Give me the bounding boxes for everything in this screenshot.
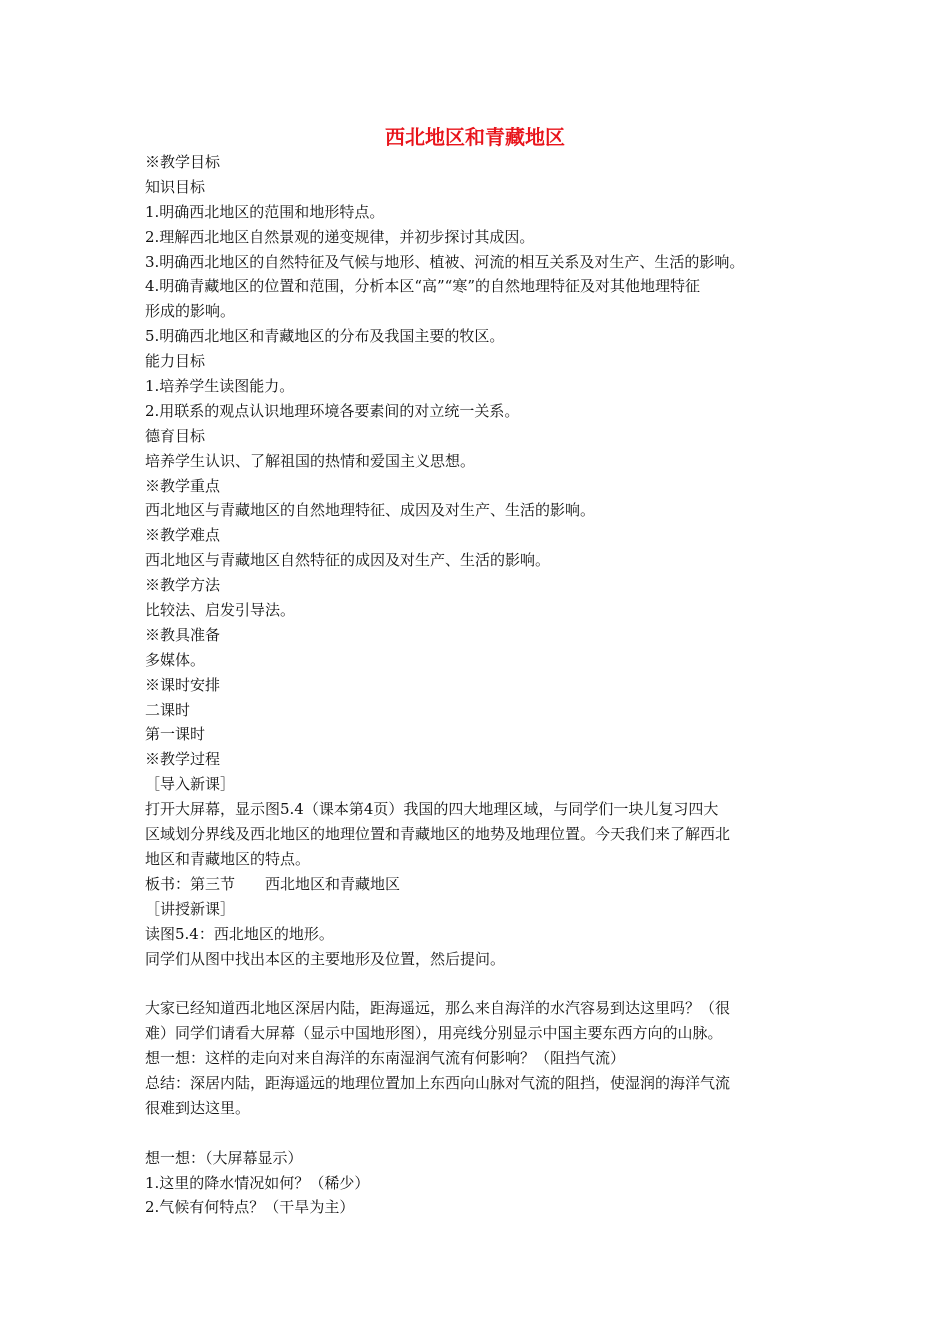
text-line: 2.用联系的观点认识地理环境各要素间的对立统一关系。 xyxy=(145,401,520,420)
text-line: 打开大屏幕，显示图5.4（课本第4页）我国的四大地理区域，与同学们一块儿复习四大 xyxy=(145,800,719,819)
text-line: 地区和青藏地区的特点。 xyxy=(145,849,311,868)
text-line: 二课时 xyxy=(145,700,191,719)
text-line: ※教具准备 xyxy=(145,625,221,644)
text-line: 西北地区与青藏地区的自然地理特征、成因及对生产、生活的影响。 xyxy=(145,501,596,520)
text-line: ※教学难点 xyxy=(145,526,221,545)
text-line: 4.明确青藏地区的位置和范围，分析本区“高”“寒”的自然地理特征及对其他地理特征 xyxy=(145,277,700,296)
text-line: 难）同学们请看大屏幕（显示中国地形图），用亮线分别显示中国主要东西方向的山脉。 xyxy=(145,1024,723,1043)
text-line: ［导入新课］ xyxy=(145,775,236,794)
text-line: 培养学生认识、了解祖国的热情和爱国主义思想。 xyxy=(145,451,476,470)
text-line: 德育目标 xyxy=(145,426,206,445)
blank-line xyxy=(145,971,810,996)
text-line: 比较法、启发引导法。 xyxy=(145,601,296,620)
text-line: 1.培养学生读图能力。 xyxy=(145,377,295,396)
text-line: 板书：第三节 西北地区和青藏地区 xyxy=(145,874,401,893)
text-line: 能力目标 xyxy=(145,352,206,371)
text-line: 很难到达这里。 xyxy=(145,1098,251,1117)
text-line: 想一想：（大屏幕显示） xyxy=(145,1148,303,1167)
text-line: 多媒体。 xyxy=(145,650,206,669)
text-line: 第一课时 xyxy=(145,725,206,744)
text-line: 2.气候有何特点？（干旱为主） xyxy=(145,1198,355,1217)
text-line: 总结：深居内陆，距海遥远的地理位置加上东西向山脉对气流的阻挡，使湿润的海洋气流 xyxy=(145,1073,731,1092)
text-line: 形成的影响。 xyxy=(145,302,236,321)
text-line: ※课时安排 xyxy=(145,675,221,694)
text-line: ※教学过程 xyxy=(145,750,221,769)
document-body xyxy=(145,150,810,1220)
text-line: 区域划分界线及西北地区的地理位置和青藏地区的地势及地理位置。今天我们来了解西北 xyxy=(145,825,731,844)
text-line: 想一想：这样的走向对来自海洋的东南湿润气流有何影响？（阻挡气流） xyxy=(145,1049,626,1068)
text-line: ※教学目标 xyxy=(145,153,221,171)
blank-line xyxy=(145,1121,810,1146)
text-line: 3.明确西北地区的自然特征及气候与地形、植被、河流的相互关系及对生产、生活的影响。 xyxy=(145,252,745,271)
text-line: 5.明确西北地区和青藏地区的分布及我国主要的牧区。 xyxy=(145,327,505,346)
document-title: 西北地区和青藏地区 xyxy=(385,125,565,149)
text-line: ［讲授新课］ xyxy=(145,899,236,918)
text-line: ※教学方法 xyxy=(145,576,221,595)
text-line: 同学们从图中找出本区的主要地形及位置，然后提问。 xyxy=(145,949,506,968)
text-line: 1.这里的降水情况如何？（稀少） xyxy=(145,1173,370,1192)
text-line: 2.理解西北地区自然景观的递变规律，并初步探讨其成因。 xyxy=(145,227,535,246)
text-line: 读图5.4：西北地区的地形。 xyxy=(145,924,334,943)
text-line: 大家已经知道西北地区深居内陆，距海遥远，那么来自海洋的水汽容易到达这里吗？（很 xyxy=(145,999,731,1018)
text-line: 1.明确西北地区的范围和地形特点。 xyxy=(145,202,385,221)
text-line: 知识目标 xyxy=(145,177,206,196)
text-line: 西北地区与青藏地区自然特征的成因及对生产、生活的影响。 xyxy=(145,551,551,570)
text-line: ※教学重点 xyxy=(145,476,221,495)
